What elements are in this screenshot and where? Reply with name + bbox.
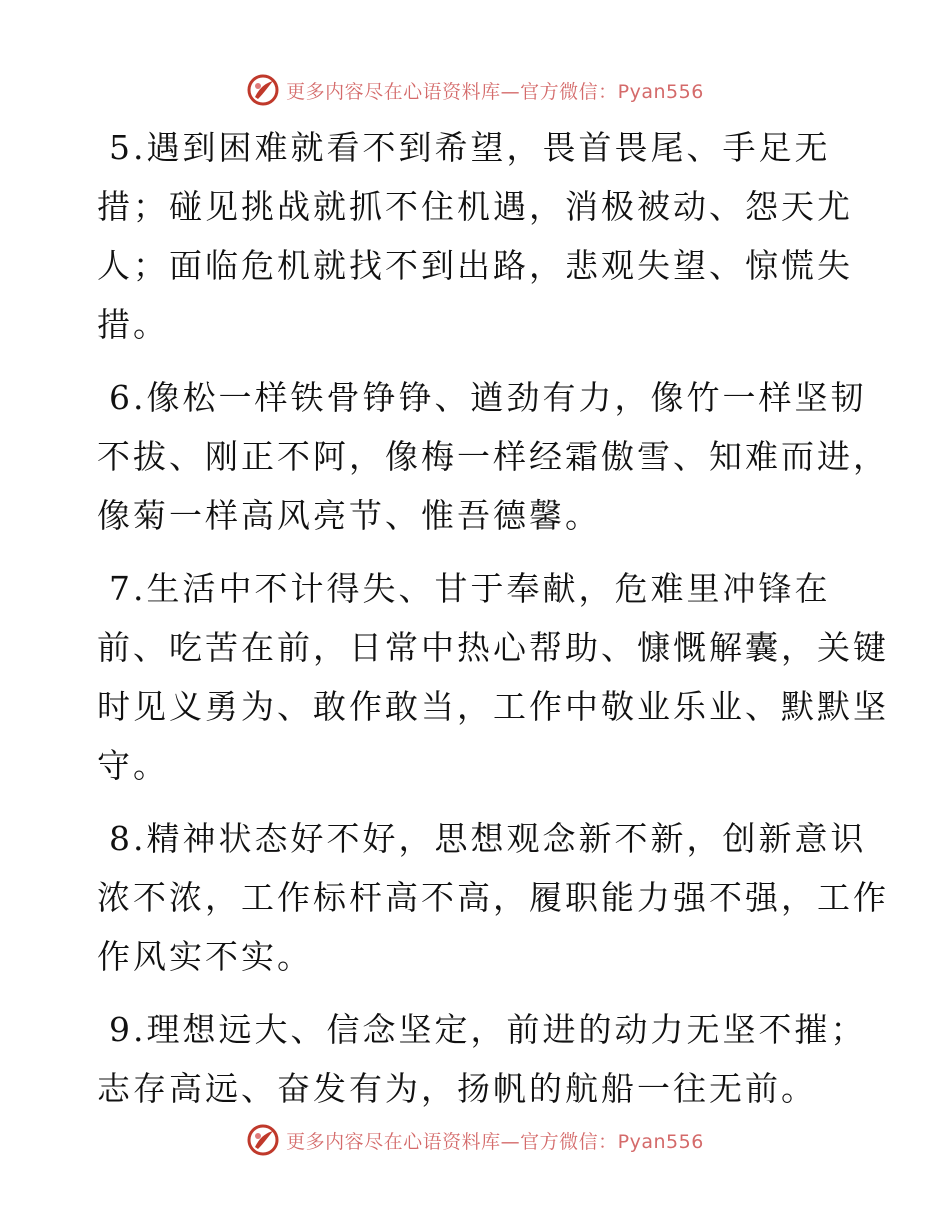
text-line: 措。 [97,305,169,344]
paragraph-9 [97,1000,867,1118]
text-line: 6.像松一样铁骨铮铮、遒劲有力，像竹一样坚韧 [109,378,867,417]
text-line: 作风实不实。 [97,937,313,976]
paragraph-6 [97,368,889,545]
text-line: 措；碰见挑战就抓不住机遇，消极被动、怨天尤 [97,187,853,226]
text-line: 8.精神状态好不好，思想观念新不新，创新意识 [109,819,867,858]
text-line: 人；面临危机就找不到出路，悲观失望、惊慌失 [97,246,853,285]
paragraph-7 [97,559,889,795]
text-line: 像菊一样高风亮节、惟吾德馨。 [97,496,601,535]
brand-logo-icon [246,1123,280,1157]
text-line: 前、吃苦在前，日常中热心帮助、慷慨解囊，关键 [97,628,889,667]
text-line: 浓不浓，工作标杆高不高，履职能力强不强，工作 [97,878,889,917]
watermark-text: 更多内容尽在心语资料库—官方微信：Pyan556 [286,1130,704,1153]
document-body [97,118,889,1132]
text-line: 9.理想远大、信念坚定，前进的动力无坚不摧； [109,1010,867,1049]
brand-logo-icon [246,73,280,107]
watermark-text: 更多内容尽在心语资料库—官方微信：Pyan556 [286,80,704,103]
text-line: 志存高远、奋发有为，扬帆的航船一往无前。 [97,1069,817,1108]
paragraph-8 [97,809,889,986]
text-line: 守。 [97,746,169,785]
paragraph-5 [97,118,857,354]
footer-watermark [0,1120,950,1160]
header-watermark [0,70,950,110]
text-line: 不拔、刚正不阿，像梅一样经霜傲雪、知难而进， [97,437,889,476]
text-line: 5.遇到困难就看不到希望，畏首畏尾、手足无 [109,128,831,167]
text-line: 时见义勇为、敢作敢当，工作中敬业乐业、默默坚 [97,687,889,726]
text-line: 7.生活中不计得失、甘于奉献，危难里冲锋在 [109,569,831,608]
